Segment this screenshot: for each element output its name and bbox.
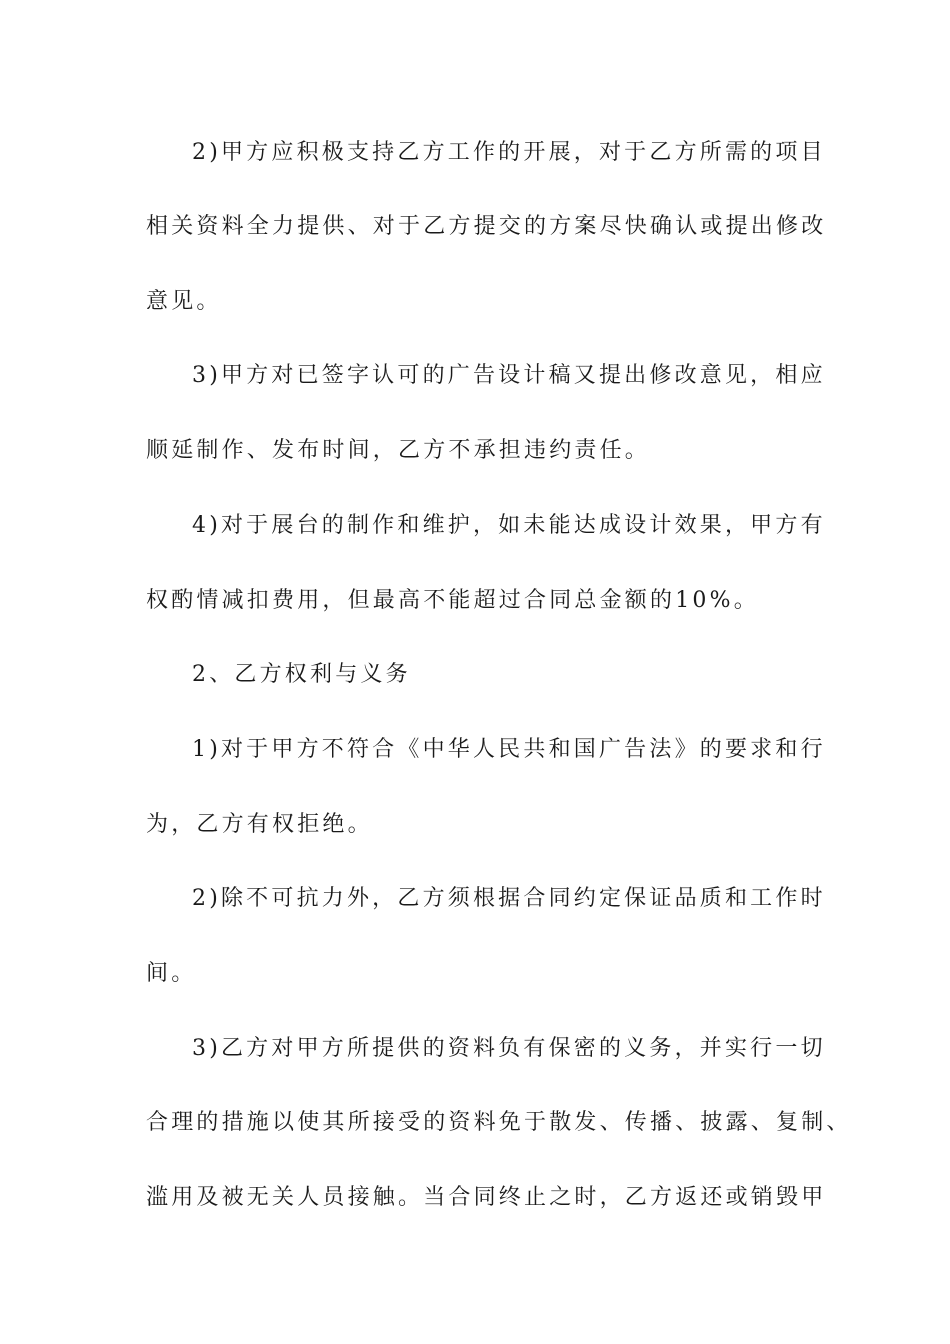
paragraph-line: 顺延制作、发布时间，乙方不承担违约责任。 [146, 438, 651, 463]
paragraph-line: 相关资料全力提供、对于乙方提交的方案尽快确认或提出修改 [146, 214, 827, 239]
paragraph-line: 1)对于甲方不符合《中华人民共和国广告法》的要求和行 [192, 737, 826, 762]
paragraph-line: 滥用及被无关人员接触。当合同终止之时，乙方返还或销毁甲 [146, 1185, 827, 1210]
paragraph-line: 3)甲方对已签字认可的广告设计稿又提出修改意见，相应 [192, 363, 826, 388]
paragraph-line: 2)甲方应积极支持乙方工作的开展，对于乙方所需的项目 [192, 140, 826, 165]
paragraph-line: 合理的措施以使其所接受的资料免于散发、传播、披露、复制、 [146, 1110, 852, 1135]
paragraph-line: 为，乙方有权拒绝。 [146, 812, 373, 837]
paragraph-line: 意见。 [146, 289, 222, 314]
paragraph-line: 3)乙方对甲方所提供的资料负有保密的义务，并实行一切 [192, 1036, 826, 1061]
paragraph-line: 4)对于展台的制作和维护，如未能达成设计效果，甲方有 [192, 513, 826, 538]
paragraph-line: 权酌情减扣费用，但最高不能超过合同总金额的10%。 [146, 588, 759, 613]
paragraph-line: 间。 [146, 961, 197, 986]
paragraph-line: 2)除不可抗力外，乙方须根据合同约定保证品质和工作时 [192, 886, 826, 911]
section-heading: 2、乙方权利与义务 [192, 662, 411, 687]
